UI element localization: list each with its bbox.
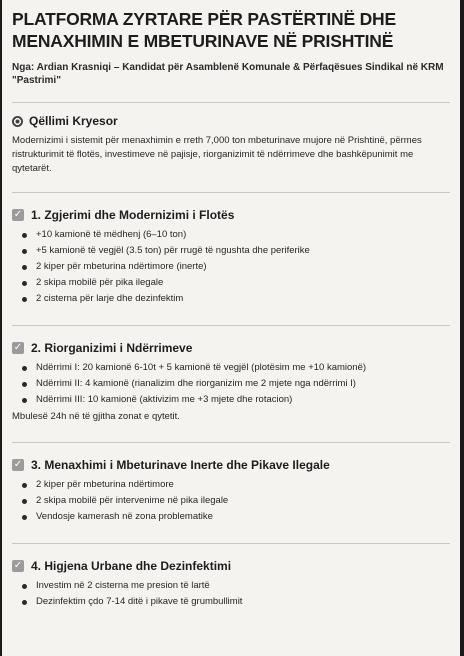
- list-item: 2 skipa mobilë për intervenime në pika ilegale: [12, 493, 450, 509]
- goal-text: Modernizimi i sistemit për menaxhimin e rreth 7,000 ton mbeturinave mujore në Prishtinë, përmes ristrukturimit të flotës, investimeve në pajisje, riorganizimit të ndërrimeve dhe bashkëpunimit me qytetarët.: [12, 135, 422, 174]
- document-title: PLATFORMA ZYRTARE PËR PASTËRTINË DHE MENAXHIMIN E MBETURINAVE NË PRISHTINË: [12, 9, 396, 51]
- section-heading-label: 1. Zgjerimi dhe Modernizimi i Flotës: [31, 208, 235, 222]
- section-heading-label: 4. Higjena Urbane dhe Dezinfektimi: [31, 559, 232, 573]
- list-item: 2 skipa mobilë për pika ilegale: [12, 275, 450, 291]
- section-heading-label: 2. Riorganizimi i Ndërrimeve: [31, 341, 193, 355]
- target-icon: [12, 116, 23, 127]
- coverage-note: Mbulesë 24h në të gjitha zonat e qytetit.: [12, 411, 180, 422]
- divider: [12, 102, 450, 103]
- section-1-list: [12, 227, 450, 307]
- list-item: Ndërrimi II: 4 kamionë (rianalizim dhe riorganizim me 2 mjete nga ndërrimi I): [12, 376, 450, 392]
- section-1-heading: [12, 207, 450, 223]
- divider: [12, 442, 450, 443]
- checkbox-icon: ✓: [13, 342, 23, 353]
- section-3-list: [12, 477, 450, 525]
- section-2-heading: [12, 340, 450, 356]
- list-item: Investim në 2 cisterna me presion të lartë: [12, 578, 450, 594]
- checkbox-icon: ✓: [13, 560, 23, 571]
- divider: [12, 325, 450, 326]
- document-page: [2, 0, 460, 656]
- list-item: +5 kamionë të vegjël (3.5 ton) për rrugë të ngushta dhe periferike: [12, 243, 450, 259]
- list-item: 2 kiper për mbeturina ndërtimore (inerte): [12, 259, 450, 275]
- section-heading-label: 3. Menaxhimi i Mbeturinave Inerte dhe Pikave Ilegale: [31, 458, 330, 472]
- list-item: Dezinfektim çdo 7-14 ditë i pikave të grumbullimit: [12, 594, 450, 610]
- list-item: Ndërrimi I: 20 kamionë 6-10t + 5 kamionë të vegjël (plotësim me +10 kamionë): [12, 360, 450, 376]
- author-line: Nga: Ardian Krasniqi – Kandidat për Asamblenë Komunale & Përfaqësues Sindikal në KRM "Pastrimi": [12, 62, 444, 86]
- list-item: 2 kiper për mbeturina ndërtimore: [12, 477, 450, 493]
- section-4-heading: [12, 558, 450, 574]
- list-item: +10 kamionë të mëdhenj (6–10 ton): [12, 227, 450, 243]
- checkbox-icon: ✓: [13, 459, 23, 470]
- list-item: 2 cisterna për larje dhe dezinfektim: [12, 291, 450, 307]
- divider: [12, 192, 450, 193]
- goal-heading: [12, 113, 450, 129]
- section-3-heading: [12, 457, 450, 473]
- section-2-list: [12, 360, 450, 408]
- list-item: Ndërrimi III: 10 kamionë (aktivizim me +3 mjete dhe rotacion): [12, 392, 450, 408]
- checkbox-icon: ✓: [13, 209, 23, 220]
- divider: [12, 543, 450, 544]
- goal-heading-label: Qëllimi Kryesor: [29, 114, 118, 128]
- section-4-list: [12, 578, 450, 610]
- list-item: Vendosje kamerash në zona problematike: [12, 509, 450, 525]
